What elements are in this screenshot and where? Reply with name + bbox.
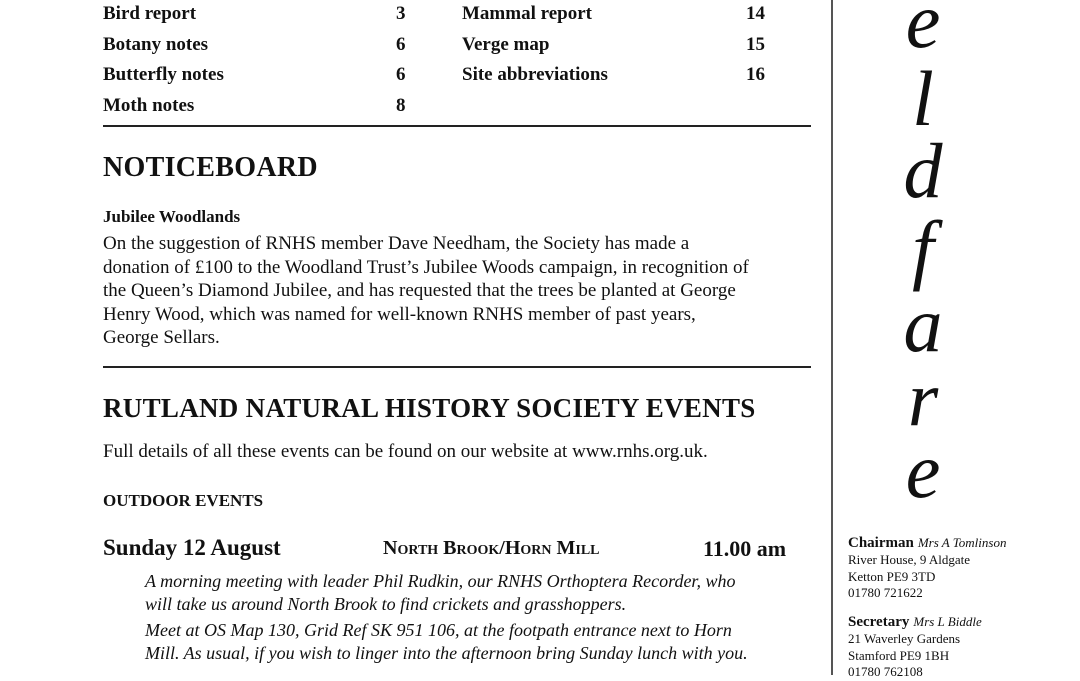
contents-item-title: Verge map xyxy=(462,34,550,55)
event-line: Mill. As usual, if you wish to linger into the afternoon bring Sunday lunch with you. xyxy=(145,643,748,663)
contents-item-page: 6 xyxy=(396,34,406,55)
officer-address-line: Ketton PE9 3TD xyxy=(848,568,936,584)
officer-name: Mrs L Biddle xyxy=(913,614,982,629)
section-divider xyxy=(103,125,811,127)
noticeboard-heading: NOTICEBOARD xyxy=(103,152,318,183)
column-divider xyxy=(831,0,833,675)
secretary-block xyxy=(848,613,1073,681)
event-time: 11.00 am xyxy=(703,536,787,561)
masthead-letter: e xyxy=(905,427,941,514)
masthead-letter: a xyxy=(903,281,943,368)
officer-phone: 01780 762108 xyxy=(848,664,923,679)
contents-item-page: 14 xyxy=(746,3,765,24)
contents-item-title: Botany notes xyxy=(103,34,209,55)
contents-item-page: 15 xyxy=(746,34,765,55)
event-description xyxy=(145,570,825,665)
masthead-letter: r xyxy=(907,355,939,442)
officer-name: Mrs A Tomlinson xyxy=(917,535,1007,550)
events-intro: Full details of all these events can be found on our website at www.rnhs.org.uk. xyxy=(103,441,708,462)
officer-phone: 01780 721622 xyxy=(848,585,923,600)
event-line: Meet at OS Map 130, Grid Ref SK 951 106, at the footpath entrance next to Horn xyxy=(145,620,732,640)
outdoor-events-heading: OUTDOOR EVENTS xyxy=(103,491,264,510)
contents-item-page: 3 xyxy=(396,3,406,24)
contents-item-page: 6 xyxy=(396,64,406,85)
chairman-block xyxy=(848,534,1073,602)
event-line: will take us around North Brook to find crickets and grasshoppers. xyxy=(145,594,627,614)
contents-item-page: 16 xyxy=(746,64,765,85)
contents-item-title: Moth notes xyxy=(103,95,195,116)
masthead-letter: l xyxy=(912,55,934,142)
masthead-letter: e xyxy=(905,0,941,64)
contents-item-title: Mammal report xyxy=(462,3,592,24)
contents-item-title: Site abbreviations xyxy=(462,64,608,85)
officer-address-line: River House, 9 Aldgate xyxy=(848,552,971,567)
notice-line: the Queen’s Diamond Jubilee, and has requested that the trees be planted at George xyxy=(103,280,736,301)
notice-line: Henry Wood, which was named for well-known RNHS member of past years, xyxy=(103,303,696,325)
officer-role: Secretary xyxy=(848,614,910,630)
contents-item-title: Butterfly notes xyxy=(103,64,224,85)
event-date: Sunday 12 August xyxy=(103,535,281,560)
contents-item-page: 8 xyxy=(396,95,406,116)
masthead-letter: d xyxy=(903,127,943,214)
officer-role: Chairman xyxy=(848,535,914,551)
officer-address-line: 21 Waverley Gardens xyxy=(848,631,961,646)
event-place: North Brook/Horn Mill xyxy=(383,537,600,559)
section-divider xyxy=(103,366,811,368)
masthead-letter: f xyxy=(912,205,934,292)
events-heading: RUTLAND NATURAL HISTORY SOCIETY EVENTS xyxy=(103,393,756,423)
event-line: A morning meeting with leader Phil Rudkin, our RNHS Orthoptera Recorder, who xyxy=(145,571,736,591)
contents-item-title: Bird report xyxy=(103,3,197,24)
notice-line: George Sellars. xyxy=(103,327,220,348)
notice-item-body xyxy=(103,232,823,350)
notice-line: donation of £100 to the Woodland Trust’s Jubilee Woods campaign, in recognition of xyxy=(103,256,749,278)
notice-item-title: Jubilee Woodlands xyxy=(103,207,241,226)
officer-address-line: Stamford PE9 1BH xyxy=(848,647,950,663)
notice-line: On the suggestion of RNHS member Dave Needham, the Society has made a xyxy=(103,233,690,254)
